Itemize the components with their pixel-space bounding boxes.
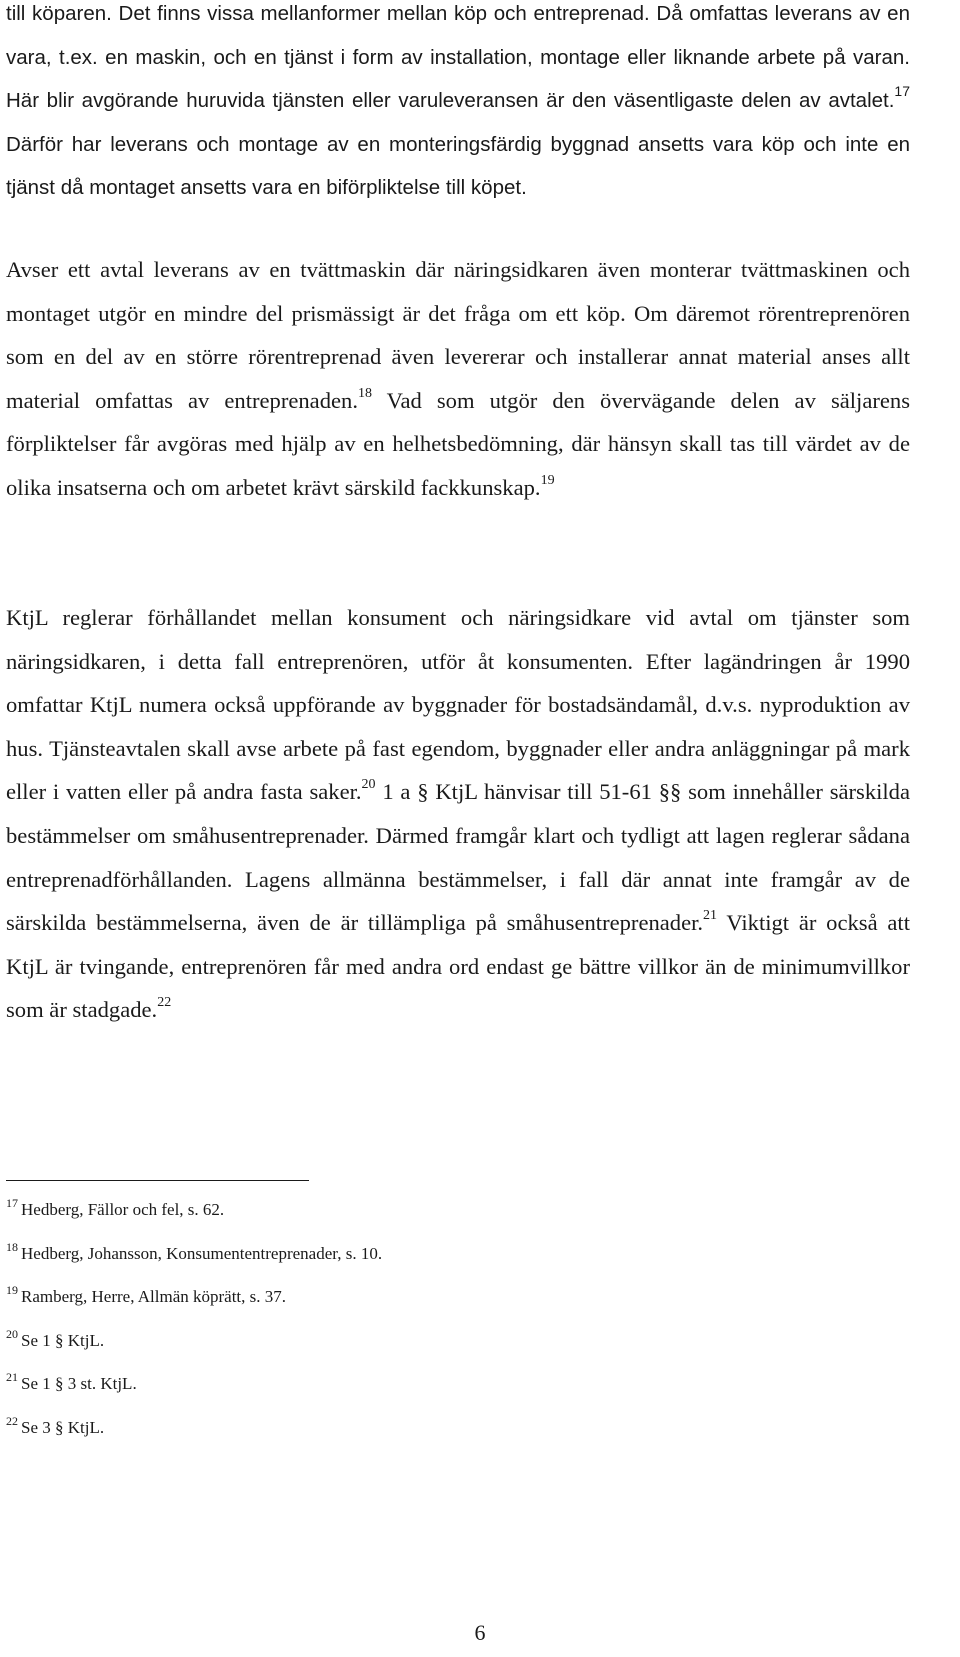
footnote-text: Hedberg, Johansson, Konsumententreprenader, s. 10. [21,1243,383,1263]
paragraph-3-text-a: KtjL reglerar förhållandet mellan konsument och näringsidkare vid avtal om tjänster som näringsidkaren, i detta fall entreprenören, utför åt konsumenten. Efter lagändringen år 1990 omfattar KtjL numera också uppförande av byggnader för bostadsändamål, d.v.s. nyproduktion av hus. Tjänsteavtalen skall avse arbete på fast egendom, byggnader eller andra anläggningar på mark eller i vatten eller på andra fasta saker. [6,605,910,805]
footnotes [6,1188,910,1449]
footnote-number: 17 [6,1196,18,1210]
footnote-separator [6,1180,309,1181]
footnote-number: 20 [6,1326,18,1341]
footnote-number: 19 [6,1283,18,1297]
footnote-ref-21[interactable]: 21 [703,908,718,924]
footnote-ref-17[interactable]: 17 [894,83,910,100]
paragraph-1 [6,0,910,210]
footnote-ref-18[interactable]: 18 [357,385,372,401]
paragraph-2 [6,248,910,510]
paragraph-2-text-a: Avser ett avtal leverans av en tvättmaskin där näringsidkaren även monterar tvättmaskinen och montaget utgör en mindre del prismässigt är det fråga om ett köp. Om däremot rörentreprenören som en del av en större rörentreprenad även levererar och installerar annat material anses allt material omfattas av entreprenaden. [6,257,910,413]
paragraph-3 [6,596,910,1032]
footnote [6,1406,910,1450]
paragraph-3-text-b: 1 a § KtjL hänvisar till 51-61 §§ som innehåller särskilda bestämmelser om småhusentreprenader. Därmed framgår klart och tydligt att lagen reglerar sådana entreprenadförhållanden. Lagens allmänna bestämmelser, i fall där annat inte framgår av de särskilda bestämmelserna, även de är tillämpliga på småhusentreprenader. [6,779,911,936]
paragraph-1-text-rest: Därför har leverans och montage av en monteringsfärdig byggnad ansetts vara köp och inte en tjänst då montaget ansetts vara en biförpliktelse till köpet. [6,132,910,200]
footnote-ref-20[interactable]: 20 [361,777,376,793]
footnote [6,1362,910,1406]
page-number: 6 [474,1620,486,1645]
footnote-text: Ramberg, Herre, Allmän köprätt, s. 37. [21,1287,287,1306]
footnote-ref-22[interactable]: 22 [157,995,172,1011]
footnote-text: Hedberg, Fällor och fel, s. 62. [21,1200,225,1219]
paragraph-3-text-c: Viktigt är också att KtjL är tvingande, entreprenören får med andra ord endast ge bättre villkor än de minimumvillkor som är stadgade. [6,910,910,1023]
footnote-text: Se 1 § 3 st. KtjL. [21,1374,137,1393]
footnote-text: Se 1 § KtjL. [21,1330,105,1350]
footnote-number: 18 [6,1239,18,1254]
footnote-number: 22 [6,1413,18,1428]
footnote-text: Se 3 § KtjL. [21,1417,105,1437]
footnote [6,1188,910,1232]
footnote [6,1319,910,1363]
paragraph-2-text-b: Vad som utgör den övervägande delen av säljarens förpliktelser får avgöras med hjälp av en helhetsbedömning, där hänsyn skall tas till värdet av de olika insatserna och om arbetet krävt särskild fackkunskap. [6,387,910,500]
footnote-ref-19[interactable]: 19 [540,472,555,488]
paragraph-1-text: till köparen. Det finns vissa mellanformer mellan köp och entreprenad. Då omfattas leverans av en vara, t.ex. en maskin, och en tjänst i form av installation, montage eller liknande arbete på varan. Här blir avgörande huruvida tjänsten eller varuleveransen är den väsentligaste delen av avtalet. [6,2,910,113]
footnote [6,1232,910,1276]
footnote [6,1275,910,1319]
footnote-number: 21 [6,1370,18,1384]
